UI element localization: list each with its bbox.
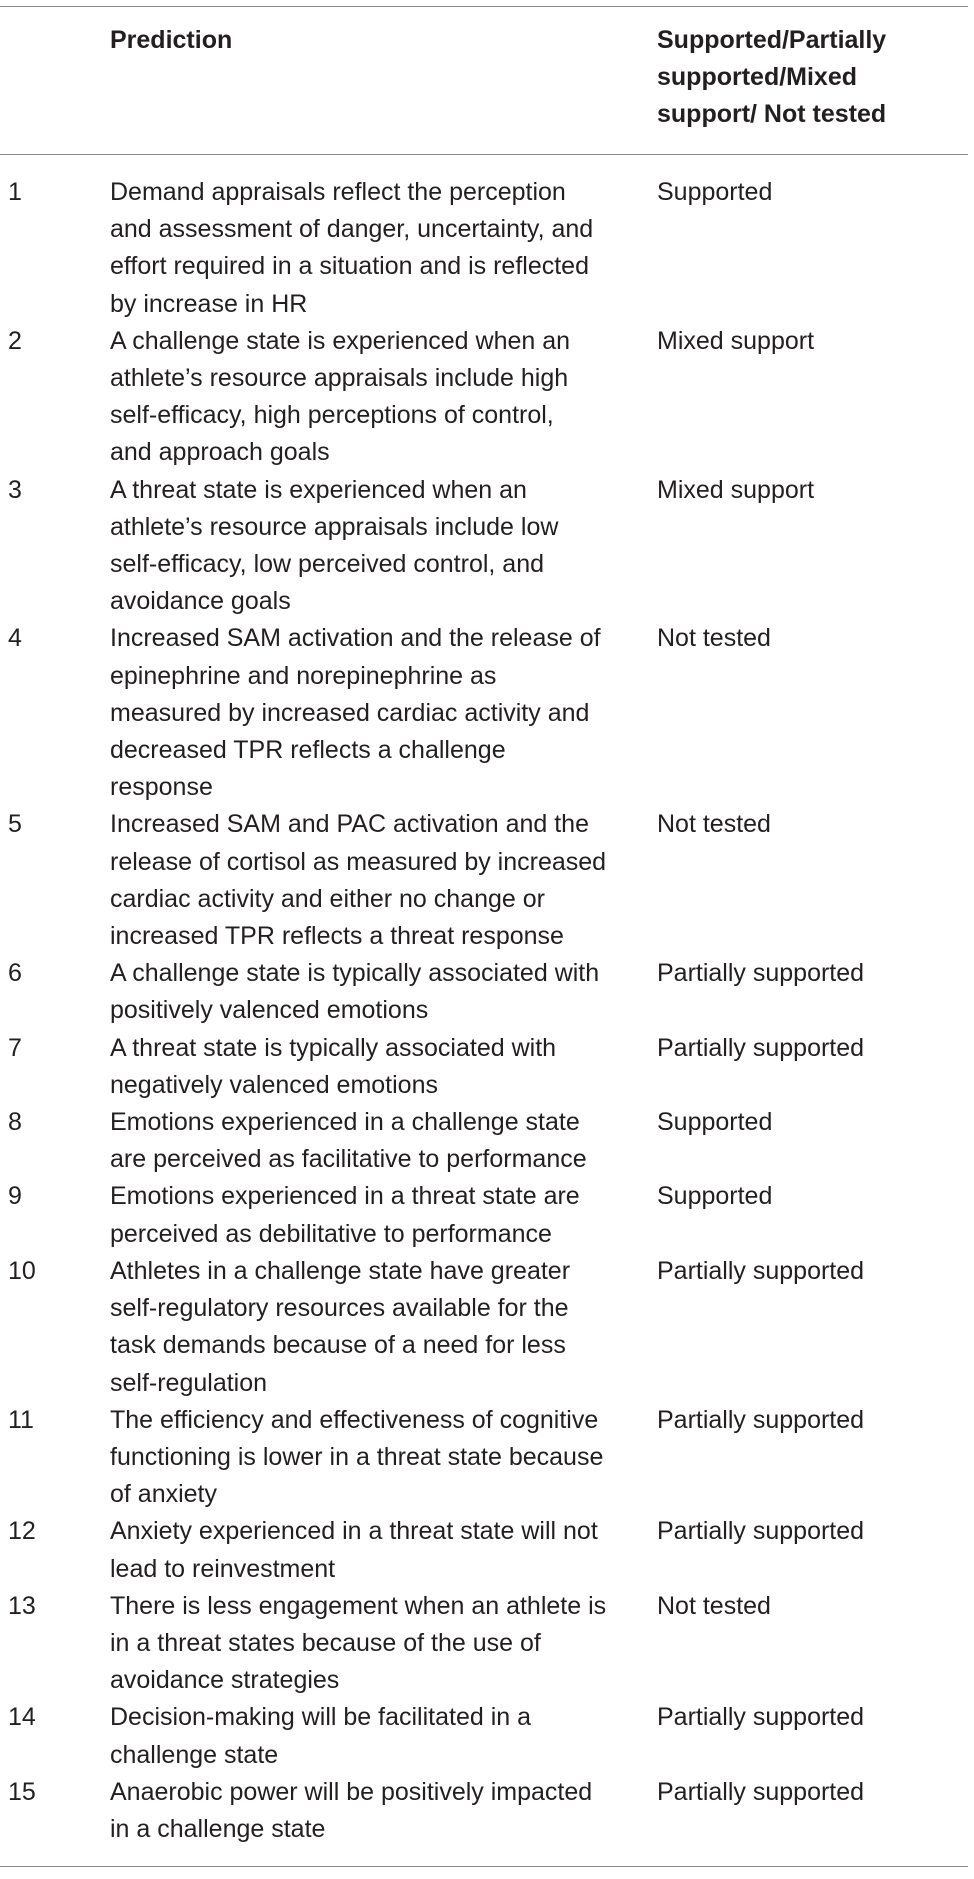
table-row — [0, 472, 968, 621]
row-support-status: Supported — [657, 1108, 773, 1137]
table-body — [0, 174, 968, 1848]
row-prediction — [110, 1699, 640, 1773]
prediction-line: A threat state is typically associated with — [110, 1033, 557, 1062]
prediction-line: by increase in HR — [110, 289, 308, 318]
row-number: 4 — [8, 624, 22, 653]
table-top-rule — [0, 6, 968, 7]
row-number: 12 — [8, 1517, 36, 1546]
row-support-status: Partially supported — [657, 1703, 865, 1732]
prediction-line: athlete’s resource appraisals include high — [110, 364, 569, 393]
prediction-line: release of cortisol as measured by increased — [110, 847, 607, 876]
prediction-line: Increased SAM and PAC activation and the — [110, 810, 589, 839]
row-support-status: Partially supported — [657, 1256, 865, 1285]
row-number: 10 — [8, 1256, 36, 1285]
row-number: 13 — [8, 1591, 36, 1620]
row-support-status: Partially supported — [657, 1405, 865, 1434]
prediction-line: challenge state — [110, 1740, 279, 1769]
prediction-line: positively valenced emotions — [110, 996, 429, 1025]
header-support-line: supported/Mixed — [657, 63, 858, 91]
prediction-line: of anxiety — [110, 1480, 218, 1509]
row-number: 2 — [8, 326, 22, 355]
prediction-line: Increased SAM activation and the release of — [110, 624, 601, 653]
row-number: 11 — [8, 1405, 34, 1434]
prediction-line: There is less engagement when an athlete is — [110, 1591, 607, 1620]
prediction-line: Athletes in a challenge state have greater — [110, 1256, 571, 1285]
prediction-line: avoidance strategies — [110, 1666, 340, 1695]
prediction-line: in a challenge state — [110, 1814, 326, 1843]
row-prediction — [110, 1253, 640, 1402]
prediction-line: Decision-making will be facilitated in a — [110, 1703, 532, 1732]
prediction-line: perceived as debilitative to performance — [110, 1219, 552, 1248]
row-prediction — [110, 955, 640, 1029]
row-number: 6 — [8, 959, 22, 988]
row-prediction — [110, 1588, 640, 1700]
table-row — [0, 1699, 968, 1773]
prediction-line: self-regulatory resources available for the — [110, 1294, 569, 1323]
row-prediction — [110, 1513, 640, 1587]
row-prediction — [110, 174, 640, 323]
prediction-line: athlete’s resource appraisals include low — [110, 512, 559, 541]
row-support-status: Mixed support — [657, 475, 815, 504]
prediction-line: avoidance goals — [110, 587, 291, 616]
row-support-status: Supported — [657, 1182, 773, 1211]
table-row — [0, 323, 968, 472]
row-number: 1 — [8, 178, 22, 206]
row-number: 3 — [8, 475, 22, 504]
row-prediction — [110, 1402, 640, 1514]
row-support-status: Partially supported — [657, 1033, 865, 1062]
table-row — [0, 1588, 968, 1700]
row-prediction — [110, 323, 640, 472]
prediction-line: A challenge state is typically associated with — [110, 959, 600, 988]
header-support-line: Supported/Partially — [657, 26, 887, 54]
prediction-line: effort required in a situation and is reflected — [110, 252, 589, 281]
row-prediction — [110, 806, 640, 955]
row-number: 5 — [8, 810, 22, 839]
table-row — [0, 806, 968, 955]
row-number: 8 — [8, 1108, 22, 1137]
table-row — [0, 620, 968, 806]
row-support-status: Partially supported — [657, 1777, 865, 1806]
row-support-status: Partially supported — [657, 959, 865, 988]
prediction-line: cardiac activity and either no change or — [110, 884, 545, 913]
prediction-line: lead to reinvestment — [110, 1554, 336, 1583]
prediction-line: increased TPR reflects a threat response — [110, 922, 564, 951]
prediction-line: and assessment of danger, uncertainty, and — [110, 215, 594, 244]
row-prediction — [110, 1178, 640, 1252]
prediction-line: are perceived as facilitative to performance — [110, 1145, 587, 1174]
prediction-line: measured by increased cardiac activity and — [110, 698, 590, 727]
prediction-line: decreased TPR reflects a challenge — [110, 736, 506, 765]
row-prediction — [110, 1030, 640, 1104]
prediction-line: Anaerobic power will be positively impacted — [110, 1777, 593, 1806]
row-support-status: Partially supported — [657, 1517, 865, 1546]
row-support-status: Not tested — [657, 810, 771, 839]
table-row — [0, 1253, 968, 1402]
prediction-line: A challenge state is experienced when an — [110, 326, 571, 355]
table-row — [0, 955, 968, 1029]
row-number: 9 — [8, 1182, 22, 1211]
row-support-status: Not tested — [657, 1591, 771, 1620]
prediction-line: response — [110, 773, 213, 802]
prediction-line: Emotions experienced in a threat state are — [110, 1182, 580, 1211]
prediction-line: self-efficacy, high perceptions of control, — [110, 401, 554, 430]
table-row — [0, 1104, 968, 1178]
row-prediction — [110, 620, 640, 806]
table-row — [0, 1513, 968, 1587]
row-prediction — [110, 472, 640, 621]
row-number: 14 — [8, 1703, 36, 1732]
prediction-line: in a threat states because of the use of — [110, 1628, 541, 1657]
prediction-line: functioning is lower in a threat state because — [110, 1442, 604, 1471]
prediction-line: Demand appraisals reflect the perception — [110, 178, 566, 206]
table-bottom-rule — [0, 1866, 968, 1867]
row-prediction — [110, 1104, 640, 1178]
header-support — [657, 22, 957, 133]
prediction-line: and approach goals — [110, 438, 330, 467]
row-number: 7 — [8, 1033, 22, 1062]
prediction-line: A threat state is experienced when an — [110, 475, 527, 504]
prediction-line: epinephrine and norepinephrine as — [110, 661, 497, 690]
table-row — [0, 174, 968, 323]
prediction-line: negatively valenced emotions — [110, 1070, 438, 1099]
prediction-line: task demands because of a need for less — [110, 1331, 566, 1360]
table-row — [0, 1774, 968, 1848]
row-support-status: Not tested — [657, 624, 771, 653]
row-support-status: Mixed support — [657, 326, 815, 355]
prediction-line: The efficiency and effectiveness of cognitive — [110, 1405, 599, 1434]
header-support-line: support/ Not tested — [657, 100, 887, 128]
prediction-line: Anxiety experienced in a threat state will not — [110, 1517, 598, 1546]
header-prediction: Prediction — [110, 26, 233, 54]
table-header-rule — [0, 154, 968, 155]
row-support-status: Supported — [657, 178, 773, 206]
prediction-line: Emotions experienced in a challenge state — [110, 1108, 580, 1137]
table-row — [0, 1030, 968, 1104]
prediction-line: self-regulation — [110, 1368, 268, 1397]
row-number: 15 — [8, 1777, 36, 1806]
row-prediction — [110, 1774, 640, 1848]
table-row — [0, 1402, 968, 1514]
table-row — [0, 1178, 968, 1252]
prediction-line: self-efficacy, low perceived control, and — [110, 550, 545, 579]
